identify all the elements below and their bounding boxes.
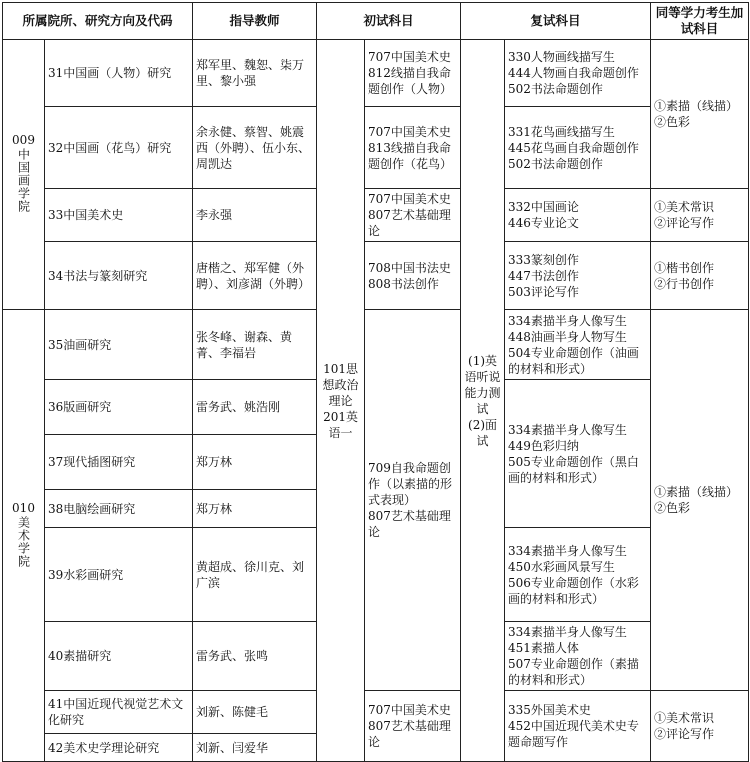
retest-subject: 503评论写作 bbox=[508, 284, 579, 299]
tutor-cell: 雷务武、姚浩刚 bbox=[193, 380, 317, 435]
direction-cell: 33中国美术史 bbox=[45, 189, 193, 242]
common-exam-cell bbox=[317, 40, 365, 762]
extra-subject: ①楷书创作 bbox=[654, 260, 715, 275]
retest-subject: 448油画半身人物写生 bbox=[508, 329, 627, 344]
direction-cell: 36版画研究 bbox=[45, 380, 193, 435]
prelim-subject: 707中国美术史 bbox=[368, 50, 451, 64]
dept-code: 009 bbox=[12, 133, 35, 147]
tutor-cell: 刘新、陈健毛 bbox=[193, 691, 317, 734]
extra-subject: ②色彩 bbox=[654, 501, 691, 515]
direction-cell: 38电脑绘画研究 bbox=[45, 490, 193, 528]
tutor-cell: 郑万林 bbox=[193, 490, 317, 528]
retest-subject: 451素描人体 bbox=[508, 641, 579, 655]
retest-subject: 452中国近现代美术史专题命题写作 bbox=[508, 719, 639, 749]
extra-subject: ②评论写作 bbox=[654, 216, 715, 230]
prelim-cell bbox=[365, 189, 461, 242]
tutor-cell: 李永强 bbox=[193, 189, 317, 242]
prelim-cell bbox=[365, 691, 461, 762]
direction-cell: 37现代插图研究 bbox=[45, 435, 193, 490]
retest-interview: (2)面试 bbox=[468, 417, 498, 448]
extra-cell bbox=[651, 310, 749, 691]
extra-subject: ①素描（线描） bbox=[654, 99, 739, 113]
retest-common-cell bbox=[461, 40, 505, 762]
retest-subject: 505专业命题创作（黑白画的材料和形式） bbox=[508, 454, 639, 485]
retest-subject: 502书法命题创作 bbox=[508, 82, 603, 96]
dept-code: 010 bbox=[12, 500, 35, 515]
retest-cell bbox=[505, 528, 651, 622]
retest-subject: 334素描半身人像写生 bbox=[508, 422, 627, 437]
prelim-subject: 808书法创作 bbox=[368, 276, 439, 291]
retest-subject: 334素描半身人像写生 bbox=[508, 543, 627, 558]
retest-cell bbox=[505, 622, 651, 691]
retest-english: (1)英语听说能力测试 bbox=[464, 353, 501, 416]
retest-cell bbox=[505, 107, 651, 189]
tutor-cell: 黄超成、徐川克、刘广滨 bbox=[193, 528, 317, 622]
header-row bbox=[3, 3, 749, 40]
retest-cell bbox=[505, 691, 651, 762]
direction-cell: 42美术史学理论研究 bbox=[45, 734, 193, 762]
retest-subject: 445花鸟画自我命题创作 bbox=[508, 140, 639, 155]
retest-cell bbox=[505, 40, 651, 107]
dept-010 bbox=[3, 310, 45, 762]
prelim-subject: 813线描自我命题创作（花鸟） bbox=[368, 140, 453, 171]
prelim-subject: 812线描自我命题创作（人物） bbox=[368, 66, 453, 96]
direction-cell: 39水彩画研究 bbox=[45, 528, 193, 622]
prelim-subject: 707中国美术史 bbox=[368, 703, 451, 717]
retest-cell bbox=[505, 310, 651, 380]
retest-subject: 332中国画论 bbox=[508, 200, 579, 214]
direction-cell: 41中国近现代视觉艺术文化研究 bbox=[45, 691, 193, 734]
prelim-subject: 807艺术基础理论 bbox=[368, 719, 451, 749]
prelim-cell bbox=[365, 107, 461, 189]
table-row bbox=[3, 189, 749, 242]
retest-subject: 334素描半身人像写生 bbox=[508, 625, 627, 639]
dept-name: 中国画学院 bbox=[16, 148, 31, 213]
retest-subject: 504专业命题创作（油画的材料和形式） bbox=[508, 345, 639, 376]
tutor-cell: 余永健、蔡智、姚震西（外聘）、伍小东、周凯达 bbox=[193, 107, 317, 189]
prelim-subject: 709自我命题创作（以素描的形式表现） bbox=[368, 461, 453, 507]
retest-cell bbox=[505, 380, 651, 528]
extra-cell bbox=[651, 189, 749, 242]
prelim-subject: 807艺术基础理论 bbox=[368, 208, 451, 238]
retest-cell bbox=[505, 189, 651, 242]
prelim-subject: 707中国美术史 bbox=[368, 124, 451, 139]
prelim-cell bbox=[365, 310, 461, 691]
tutor-cell: 郑军里、魏恕、柒万里、黎小强 bbox=[193, 40, 317, 107]
retest-subject: 331花鸟画线描写生 bbox=[508, 124, 615, 139]
header-dept: 所属院所、研究方向及代码 bbox=[3, 3, 193, 40]
tutor-cell: 张冬峰、谢森、黄菁、李福岩 bbox=[193, 310, 317, 380]
direction-cell: 34书法与篆刻研究 bbox=[45, 242, 193, 310]
retest-subject: 444人物画自我命题创作 bbox=[508, 66, 639, 80]
common-exam-politics: 101思想政治理论 bbox=[322, 361, 359, 408]
extra-subject: ①美术常识 bbox=[654, 200, 715, 214]
prelim-subject: 707中国美术史 bbox=[368, 192, 451, 206]
retest-subject: 450水彩画风景写生 bbox=[508, 559, 615, 574]
tutor-cell: 唐楷之、郑军健（外聘）、刘彦湖（外聘） bbox=[193, 242, 317, 310]
retest-subject: 449色彩归纳 bbox=[508, 438, 579, 453]
extra-subject: ②行书创作 bbox=[654, 276, 715, 291]
retest-subject: 507专业命题创作（素描的材料和形式） bbox=[508, 657, 639, 687]
extra-subject: ①素描（线描） bbox=[654, 485, 739, 499]
retest-subject: 446专业论文 bbox=[508, 216, 579, 230]
common-exam-english: 201英语一 bbox=[323, 409, 358, 440]
tutor-cell: 雷务武、张鸣 bbox=[193, 622, 317, 691]
retest-subject: 447书法创作 bbox=[508, 268, 579, 283]
extra-subject: ①美术常识 bbox=[654, 711, 715, 725]
retest-subject: 506专业命题创作（水彩画的材料和形式） bbox=[508, 575, 639, 606]
catalog-table bbox=[2, 2, 749, 762]
header-tutor: 指导教师 bbox=[193, 3, 317, 40]
dept-009 bbox=[3, 40, 45, 310]
prelim-cell bbox=[365, 242, 461, 310]
prelim-cell bbox=[365, 40, 461, 107]
retest-subject: 335外国美术史 bbox=[508, 703, 591, 717]
table-row bbox=[3, 691, 749, 734]
header-retest: 复试科目 bbox=[461, 3, 651, 40]
direction-cell: 32中国画（花鸟）研究 bbox=[45, 107, 193, 189]
extra-subject: ②色彩 bbox=[654, 115, 691, 129]
extra-subject: ②评论写作 bbox=[654, 727, 715, 741]
retest-cell bbox=[505, 242, 651, 310]
tutor-cell: 郑万林 bbox=[193, 435, 317, 490]
header-extra: 同等学力考生加试科目 bbox=[651, 3, 749, 40]
header-prelim: 初试科目 bbox=[317, 3, 461, 40]
extra-cell bbox=[651, 40, 749, 189]
direction-cell: 31中国画（人物）研究 bbox=[45, 40, 193, 107]
retest-subject: 334素描半身人像写生 bbox=[508, 313, 627, 328]
table-row bbox=[3, 310, 749, 380]
table-row bbox=[3, 107, 749, 189]
direction-cell: 40素描研究 bbox=[45, 622, 193, 691]
table-row bbox=[3, 242, 749, 310]
extra-cell bbox=[651, 242, 749, 310]
direction-cell: 35油画研究 bbox=[45, 310, 193, 380]
tutor-cell: 刘新、闫爱华 bbox=[193, 734, 317, 762]
extra-cell bbox=[651, 691, 749, 762]
table-row bbox=[3, 40, 749, 107]
retest-subject: 502书法命题创作 bbox=[508, 156, 603, 171]
retest-subject: 330人物画线描写生 bbox=[508, 50, 615, 64]
prelim-subject: 807艺术基础理论 bbox=[368, 509, 451, 539]
retest-subject: 333篆刻创作 bbox=[508, 252, 579, 267]
prelim-subject: 708中国书法史 bbox=[368, 260, 451, 275]
dept-name: 美术学院 bbox=[16, 515, 31, 568]
